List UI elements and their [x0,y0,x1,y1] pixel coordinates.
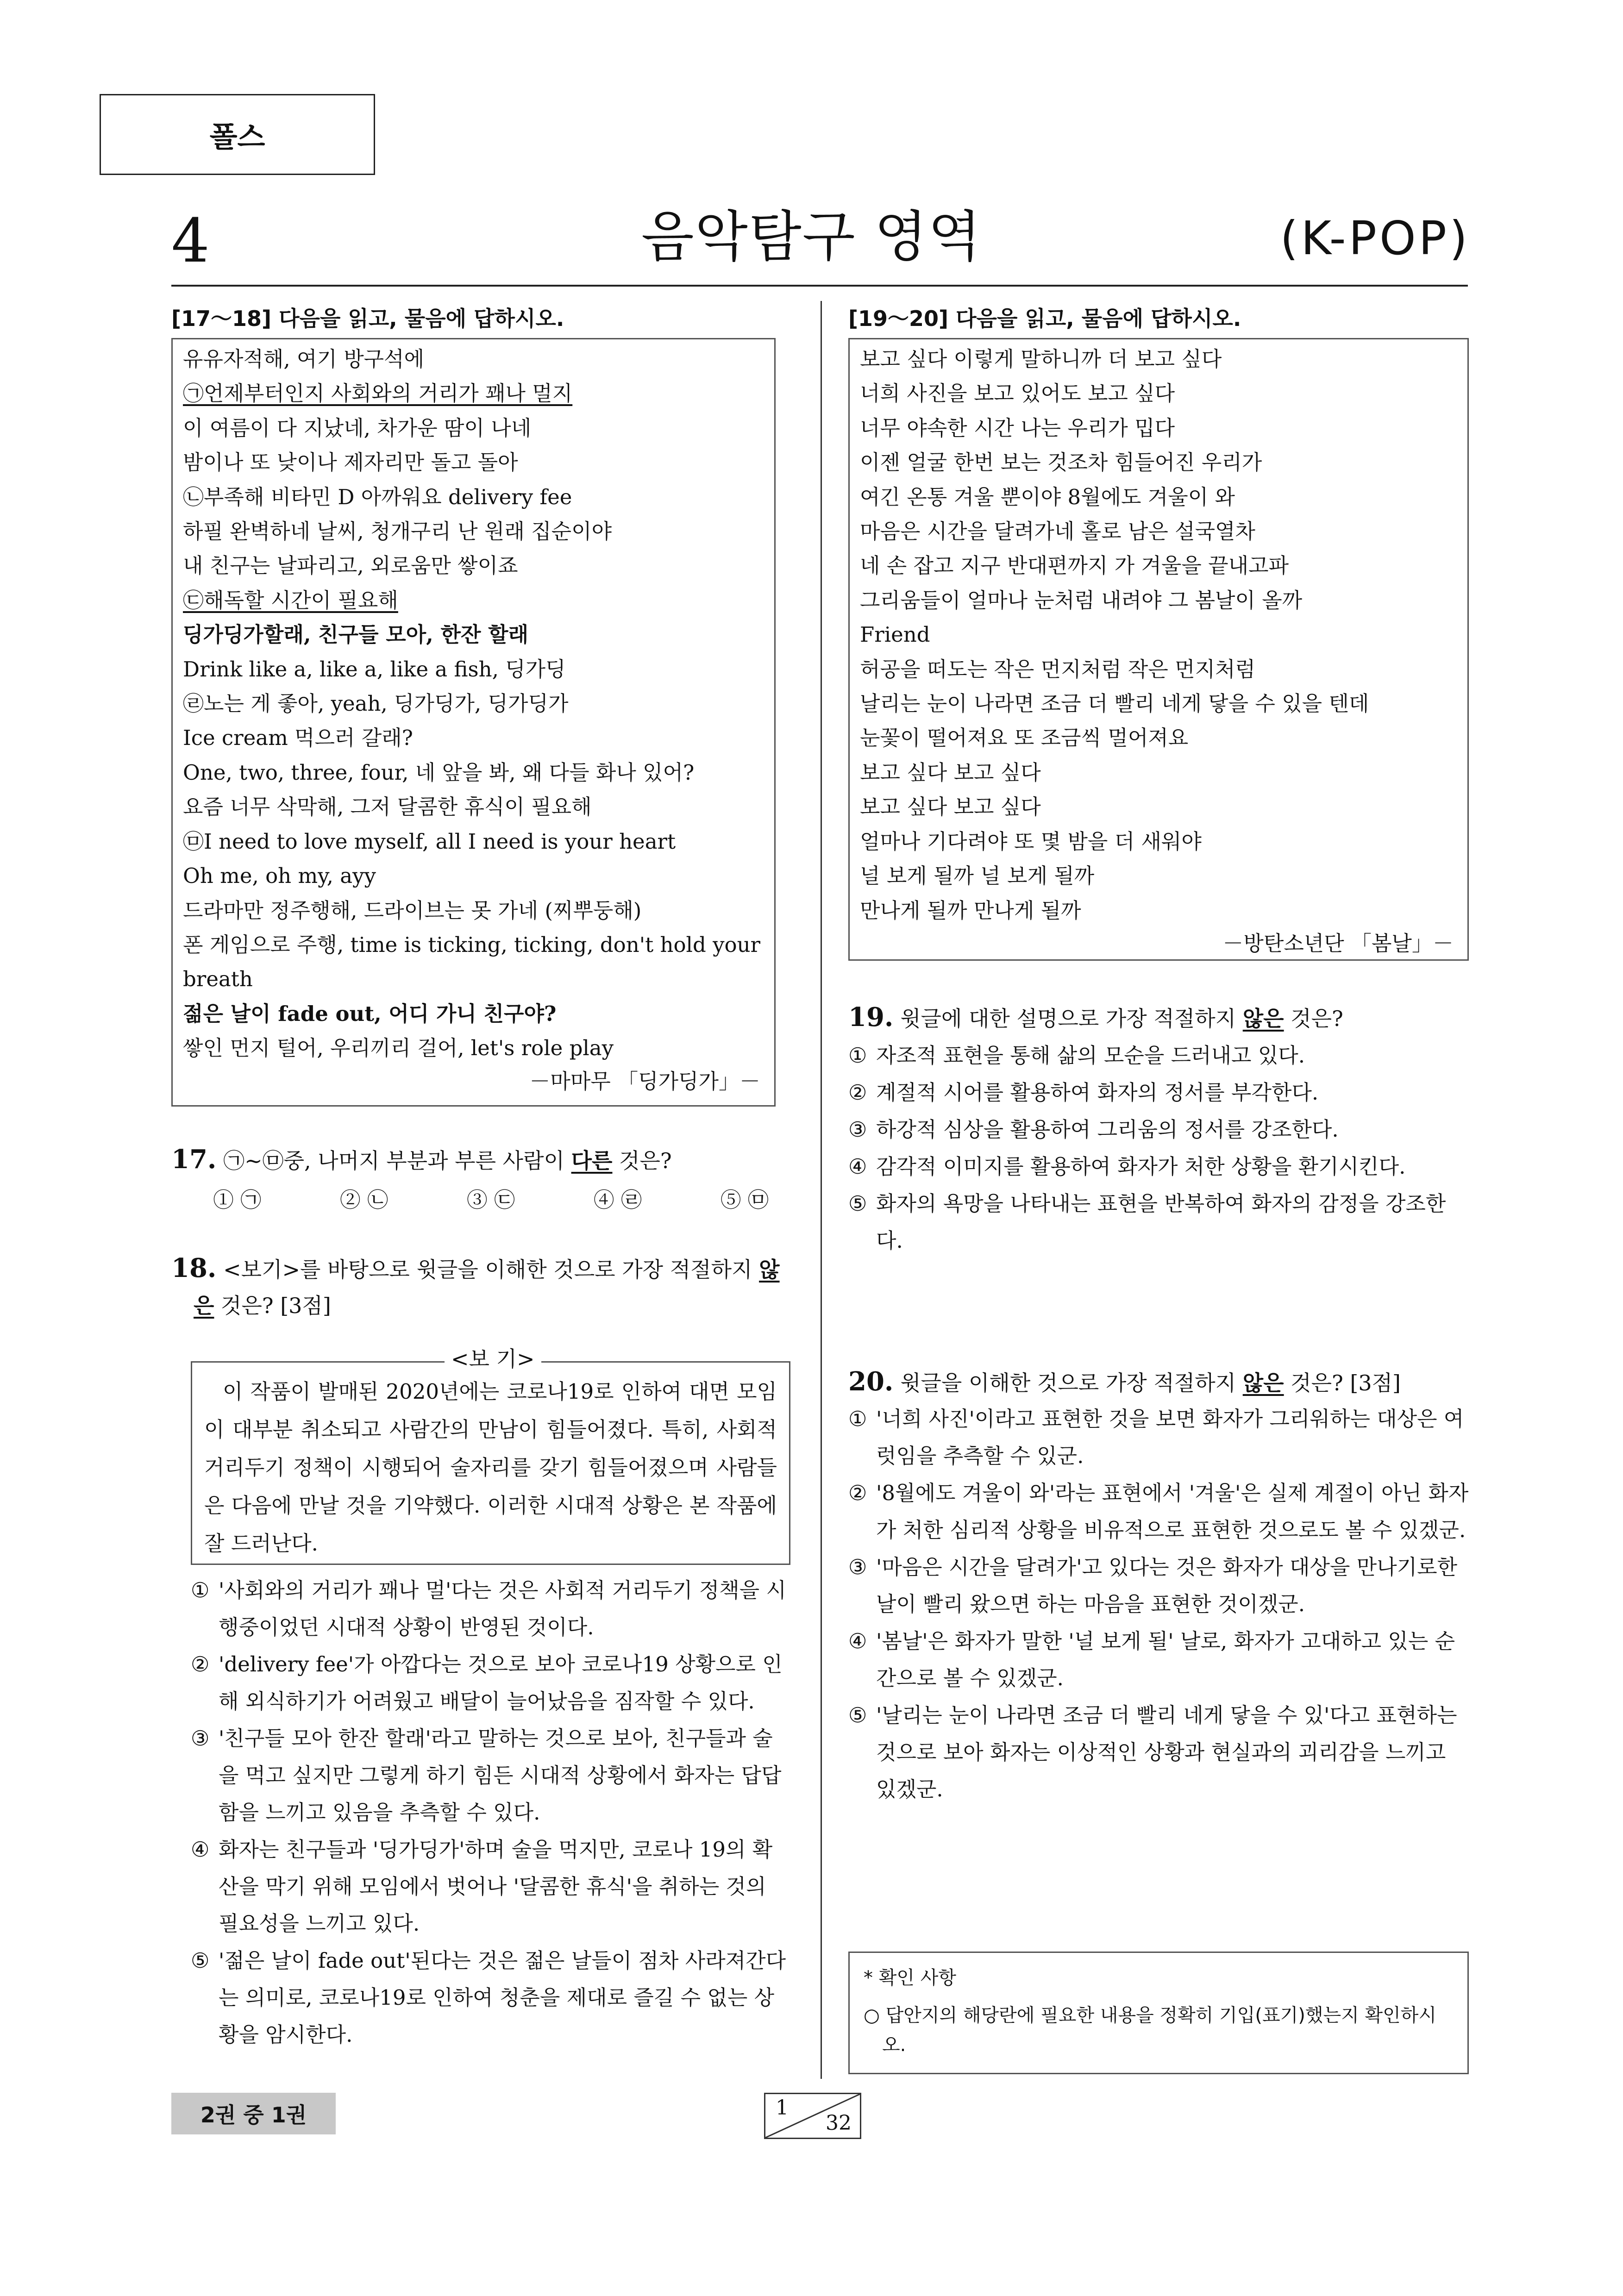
option-4[interactable]: ④ ㉣ [593,1188,642,1212]
question-19 [848,999,1469,1037]
option-marker: ① [848,1043,867,1068]
option-3[interactable] [191,1720,788,1831]
option-5[interactable]: ⑤ ㉤ [720,1188,769,1212]
lyric-line: 쌓인 먼지 털어, 우리끼리 걸어, let's role play [183,1036,614,1061]
question-number: 18. [171,1253,217,1283]
passage-b-header: [19～20] 다음을 읽고, 물음에 답하시오. [848,306,1241,331]
question-emphasis: 다른 [571,1148,613,1173]
lyric-line: 요즘 너무 삭막해, 그저 달콤한 휴식이 필요해 [183,795,592,820]
lyric-line: Ice cream 먹으러 갈래? [183,726,413,751]
passage-b-box [848,338,1469,961]
question-number: 19. [848,1002,894,1032]
passage-a-credit: －마마무 「딩가딩가」－ [529,1069,760,1094]
question-emphasis: 않은 [1242,1006,1284,1031]
option-4[interactable] [848,1148,1469,1185]
option-marker: ② [848,1481,867,1505]
option-marker: ③ [848,1555,867,1579]
option-text: '친구들 모아 한잔 할래'라고 말하는 것으로 보아, 친구들과 술을 먹고 싶지만 그렇게 하기 힘든 시대적 상황에서 화자는 답답함을 느끼고 있음을 추측할 수 있다. [219,1726,782,1825]
question-stem-end: 것은? [3점] [214,1293,331,1318]
question-number: 20. [848,1366,894,1397]
page-counter [764,2093,861,2139]
lyric-line: 밤이나 또 낮이나 제자리만 돌고 돌아 [183,450,518,475]
lyric-line: 너희 사진을 보고 있어도 보고 싶다 [860,381,1175,406]
option-marker: ③ [848,1117,867,1142]
subject-tag: (K-POP) [1280,211,1470,265]
option-text: '8월에도 겨울이 와'라는 표현에서 '겨울'은 실제 계절이 아닌 화자가 처한 심리적 상황을 비유적으로 표현한 것으로도 볼 수 있겠군. [876,1481,1469,1542]
question-stem-end: 것은? [612,1148,672,1173]
lyric-line-c: ㉢해독할 시간이 필요해 [183,588,398,613]
option-text: '너희 사진'이라고 표현한 것을 보면 화자가 그리워하는 대상은 여럿임을 추측할 수 있군. [876,1407,1464,1468]
booklet-badge: 2권 중 1권 [171,2093,336,2134]
option-marker: ⑤ [191,1948,210,1973]
lyric-line: 드라마만 정주행해, 드라이브는 못 가네 (찌뿌둥해) [183,898,642,923]
check-notice-title: * 확인 사항 [864,1967,956,1989]
lyric-line: 하필 완벽하네 날씨, 청개구리 난 원래 집순이야 [183,519,612,544]
option-text: '마음은 시간을 달려가'고 있다는 것은 화자가 대상을 만나기로한 날이 빨리 왔으면 하는 마음을 표현한 것이겠군. [876,1555,1458,1616]
option-text: 계절적 시어를 활용하여 화자의 정서를 부각한다. [876,1080,1319,1105]
bogi-box [191,1361,790,1565]
option-marker: ⑤ [848,1191,867,1216]
passage-a-box [171,338,776,1107]
option-5[interactable] [848,1697,1469,1808]
question-emphasis: 않은 [1242,1370,1284,1395]
bogi-title: <보 기> [445,1345,541,1373]
question-17 [171,1141,792,1179]
lyric-line: 너무 야속한 시간 나는 우리가 밉다 [860,415,1175,440]
passage-a-header: [17～18] 다음을 읽고, 물음에 답하시오. [171,306,564,331]
option-marker: ① [191,1578,210,1602]
bogi-text: 이 작품이 발매된 2020년에는 코로나19로 인하여 대면 모임이 대부분 취소되고 사람간의 만남이 힘들어졌다. 특히, 사회적 거리두기 정책이 시행되어 술자리를 갖기 힘들어졌으며 사람들은 다음에 만날 것을 기약했다. 이러한 시대적 상황은 본 작품에 잘 드러난다. [204,1379,777,1556]
lyric-line: 허공을 떠도는 작은 먼지처럼 작은 먼지처럼 [860,657,1255,682]
period-number: 4 [171,206,210,276]
lyric-line: 여긴 온통 겨울 뿐이야 8월에도 겨울이 와 [860,484,1235,509]
header-rule [171,285,1468,287]
option-text: '날리는 눈이 나라면 조금 더 빨리 네게 닿을 수 있'다고 표현하는 것으로 보아 화자는 이상적인 상황과 현실과의 괴리감을 느끼고 있겠군. [876,1703,1457,1802]
option-4[interactable] [191,1831,788,1942]
lyric-line: 마음은 시간을 달려가네 홀로 남은 설국열차 [860,519,1255,544]
check-notice-box [848,1952,1469,2074]
option-2[interactable] [191,1646,788,1720]
option-5[interactable] [848,1185,1469,1259]
lyric-line: 눈꽃이 떨어져요 또 조금씩 멀어져요 [860,726,1189,751]
q19-options [848,1037,1469,1259]
lyric-line: 내 친구는 날파리고, 외로움만 쌓이죠 [183,553,518,578]
option-3[interactable]: ③ ㉢ [466,1188,515,1212]
option-1[interactable] [848,1037,1469,1074]
option-2[interactable] [848,1475,1469,1549]
lyric-line-e: ㉤I need to love myself, all I need is your heart [183,829,676,854]
option-marker: ③ [191,1726,210,1751]
option-text: 화자는 친구들과 '딩가딩가'하며 술을 먹지만, 코로나 19의 확산을 막기 위해 모임에서 벗어나 '달콤한 휴식'을 취하는 것의 필요성을 느끼고 있다. [219,1837,773,1936]
option-marker: ④ [191,1837,210,1862]
question-stem: <보기>를 바탕으로 윗글을 이해한 것으로 가장 적절하지 [223,1257,759,1282]
column-divider [821,301,822,2079]
check-notice-text: ○ 답안지의 해당란에 필요한 내용을 정확히 기입(표기)했는지 확인하시오. [864,2005,1437,2056]
question-stem-end: 것은? [3점] [1284,1370,1401,1395]
option-1[interactable]: ① ㉠ [213,1188,262,1212]
question-number: 17. [171,1144,217,1175]
option-5[interactable] [191,1942,788,2053]
lyric-line: 네 손 잡고 지구 반대편까지 가 겨울을 끝내고파 [860,553,1289,578]
option-text: 'delivery fee'가 아깝다는 것으로 보아 코로나19 상황으로 인해 외식하기가 어려웠고 배달이 늘어났음을 짐작할 수 있다. [219,1652,783,1714]
lyric-line: 이젠 얼굴 한번 보는 것조차 힘들어진 우리가 [860,450,1262,475]
lyric-line: 얼마나 기다려야 또 몇 밤을 더 새워야 [860,829,1202,854]
option-marker: ⑤ [848,1703,867,1727]
lyric-line: One, two, three, four, 네 앞을 봐, 왜 다들 화나 있어? [183,760,695,785]
lyric-line: 그리움들이 얼마나 눈처럼 내려야 그 봄날이 올까 [860,588,1303,613]
lyric-line-b: ㉡부족해 비타민 D 아까워요 delivery fee [183,484,572,509]
option-4[interactable] [848,1623,1469,1697]
option-1[interactable] [191,1572,788,1646]
lyric-line: 젊은 날이 fade out, 어디 가니 친구야? [183,1001,557,1026]
lyric-line: 보고 싶다 보고 싶다 [860,760,1041,785]
option-text: 화자의 욕망을 나타내는 표현을 반복하여 화자의 감정을 강조한다. [876,1191,1446,1253]
question-emphasis: 않은 [194,1257,780,1318]
question-stem: 윗글을 이해한 것으로 가장 적절하지 [900,1370,1243,1395]
lyric-line: 날리는 눈이 나라면 조금 더 빨리 네게 닿을 수 있을 텐데 [860,691,1369,716]
lyric-line: 이 여름이 다 지났네, 차가운 땀이 나네 [183,415,532,440]
option-marker: ④ [848,1629,867,1653]
option-text: '젊은 날이 fade out'된다는 것은 젊은 날들이 점차 사라져간다는 의미로, 코로나19로 인하여 청춘을 제대로 즐길 수 없는 상황을 암시한다. [219,1948,786,2047]
option-3[interactable] [848,1111,1469,1148]
option-2[interactable]: ② ㉡ [339,1188,389,1212]
lyric-line-d: ㉣노는 게 좋아, yeah, 딩가딩가, 딩가딩가 [183,691,569,716]
lyric-line: Drink like a, like a, like a fish, 딩가딩 [183,657,566,682]
exam-type-box: 폴스 [100,94,375,175]
option-text: 자조적 표현을 통해 삶의 모순을 드러내고 있다. [876,1043,1305,1068]
option-marker: ① [848,1407,867,1431]
option-text: 하강적 심상을 활용하여 그리움의 정서를 강조한다. [876,1117,1339,1142]
option-3[interactable] [848,1549,1469,1623]
lyric-line-a: ㉠언제부터인지 사회와의 거리가 꽤나 멀지 [183,381,573,406]
question-stem: 윗글에 대한 설명으로 가장 적절하지 [900,1006,1243,1031]
page-current: 1 [776,2096,789,2120]
page-title: 음악탐구 영역 [641,205,982,269]
lyric-line: Oh me, oh my, ayy [183,863,376,888]
lyric-line: 만나게 될까 만나게 될까 [860,898,1081,923]
option-marker: ② [191,1652,210,1677]
option-text: '사회와의 거리가 꽤나 멀'다는 것은 사회적 거리두기 정책을 시행중이었던 시대적 상황이 반영된 것이다. [219,1578,786,1639]
passage-b-credit: －방탄소년단 「봄날」－ [1222,931,1454,956]
question-stem-end: 것은? [1284,1006,1343,1031]
option-text: 감각적 이미지를 활용하여 화자가 처한 상황을 환기시킨다. [876,1154,1406,1179]
q18-options [191,1572,788,2053]
lyric-line: 보고 싶다 이렇게 말하니까 더 보고 싶다 [860,347,1222,371]
q17-options [213,1183,769,1213]
option-2[interactable] [848,1074,1469,1111]
question-stem: ㉠~㉤중, 나머지 부분과 부른 사람이 [223,1148,571,1173]
lyric-line: 유유자적해, 여기 방구석에 [183,347,425,371]
q20-options [848,1401,1469,1808]
page-total: 32 [826,2111,852,2135]
option-1[interactable] [848,1401,1469,1475]
lyric-line: 딩가딩가할래, 친구들 모아, 한잔 할래 [183,622,529,647]
question-18 [171,1250,792,1324]
option-marker: ④ [848,1154,867,1179]
lyric-line: 폰 게임으로 주행, time is ticking, ticking, don't hold your breath [183,932,761,992]
option-marker: ② [848,1080,867,1105]
lyric-line: Friend [860,622,930,647]
option-text: '봄날'은 화자가 말한 '널 보게 될' 날로, 화자가 고대하고 있는 순간으로 볼 수 있겠군. [876,1629,1455,1690]
question-20 [848,1364,1469,1401]
lyric-line: 보고 싶다 보고 싶다 [860,795,1041,820]
lyric-line: 널 보게 될까 널 보게 될까 [860,863,1095,888]
